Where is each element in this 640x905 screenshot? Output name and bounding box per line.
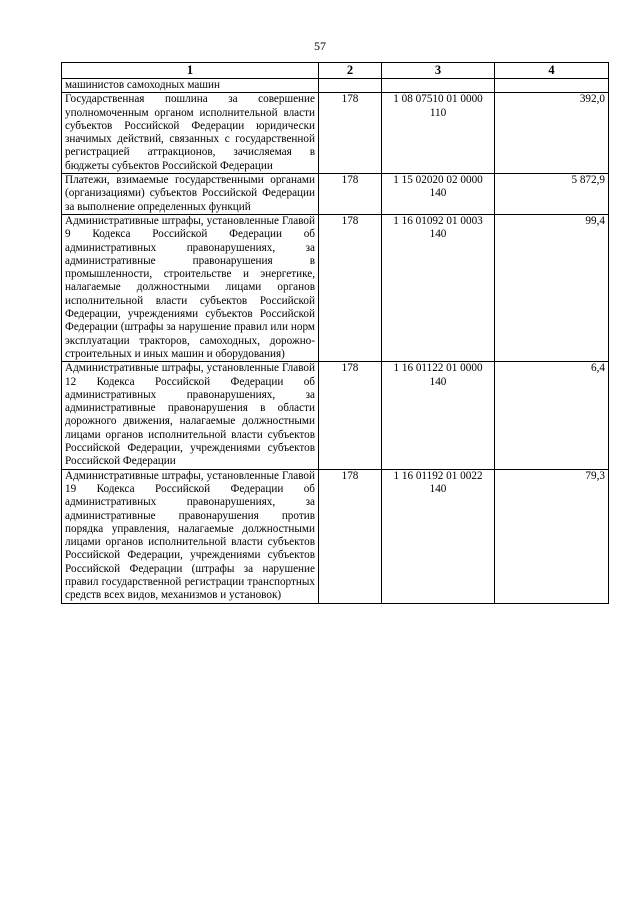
table-row [62,174,609,215]
budget-code-text: 1 15 02020 02 0000 140 [393,174,483,200]
budget-code-cell [382,214,495,361]
revenue-name-cell: Административные штрафы, установленные Главой 9 Кодекса Российской Федерации об административных правонарушениях, за административные правонарушения в промышленности, строительстве и энергетике, налагаемые должностными лицами органов исполнительной власти субъектов Российской Федерации, учреждениями субъектов Российской Федерации (штрафы за нарушение правил или норм эксплуатации тракторов, самоходных, дорожно-строительных и иных машин и оборудования) [62,214,319,361]
table-row [62,93,609,174]
revenue-name-cell: Платежи, взимаемые государственными органами (организациями) субъектов Российской Федерации за выполнение определенных функций [62,174,319,215]
administrator-code-cell: 178 [319,362,382,469]
column-header-1: 1 [62,63,319,79]
table-row [62,79,609,93]
amount-cell: 6,4 [495,362,609,469]
budget-code-cell [382,174,495,215]
amount-cell: 392,0 [495,93,609,174]
administrator-code-cell: 178 [319,469,382,603]
revenue-name-cell: машинистов самоходных машин [62,79,319,93]
table-row [62,214,609,361]
budget-code-text: 1 16 01122 01 0000 140 [393,362,483,388]
column-header-4: 4 [495,63,609,79]
budget-code-cell [382,469,495,603]
budget-code-cell [382,362,495,469]
revenue-name-cell: Административные штрафы, установленные Главой 12 Кодекса Российской Федерации об административных правонарушениях, за административные правонарушения в области дорожного движения, налагаемые должностными лицами органов исполнительной власти субъектов Российской Федерации, учреждениями субъектов Российской Федерации [62,362,319,469]
amount-cell: 99,4 [495,214,609,361]
revenue-name-cell: Государственная пошлина за совершение уполномоченным органом исполнительной власти субъектов Российской Федерации юридически значимых действий, связанных с государственной регистрацией аттракционов, зачисляемая в бюджеты субъектов Российской Федерации [62,93,319,174]
administrator-code-cell [319,79,382,93]
budget-code-cell [382,79,495,93]
amount-cell: 79,3 [495,469,609,603]
budget-code-text: 1 08 07510 01 0000 110 [393,93,483,119]
administrator-code-cell: 178 [319,174,382,215]
amount-cell [495,79,609,93]
administrator-code-cell: 178 [319,214,382,361]
budget-code-text: 1 16 01192 01 0022 140 [393,469,483,495]
revenue-name-cell: Административные штрафы, установленные Главой 19 Кодекса Российской Федерации об административных правонарушениях, за административные правонарушения против порядка управления, налагаемые должностными лицами органов исполнительной власти субъектов Российской Федерации, учреждениями субъектов Российской Федерации (штрафы за нарушение правил государственной регистрации транспортных средств всех видов, механизмов и установок) [62,469,319,603]
budget-revenue-table [61,62,609,604]
budget-code-cell [382,93,495,174]
table-row [62,362,609,469]
column-header-3: 3 [382,63,495,79]
table-header-row [62,63,609,79]
budget-code-text: 1 16 01092 01 0003 140 [393,214,483,241]
amount-cell: 5 872,9 [495,174,609,215]
table-row [62,469,609,603]
column-header-2: 2 [319,63,382,79]
administrator-code-cell: 178 [319,93,382,174]
page-number: 57 [314,39,326,53]
